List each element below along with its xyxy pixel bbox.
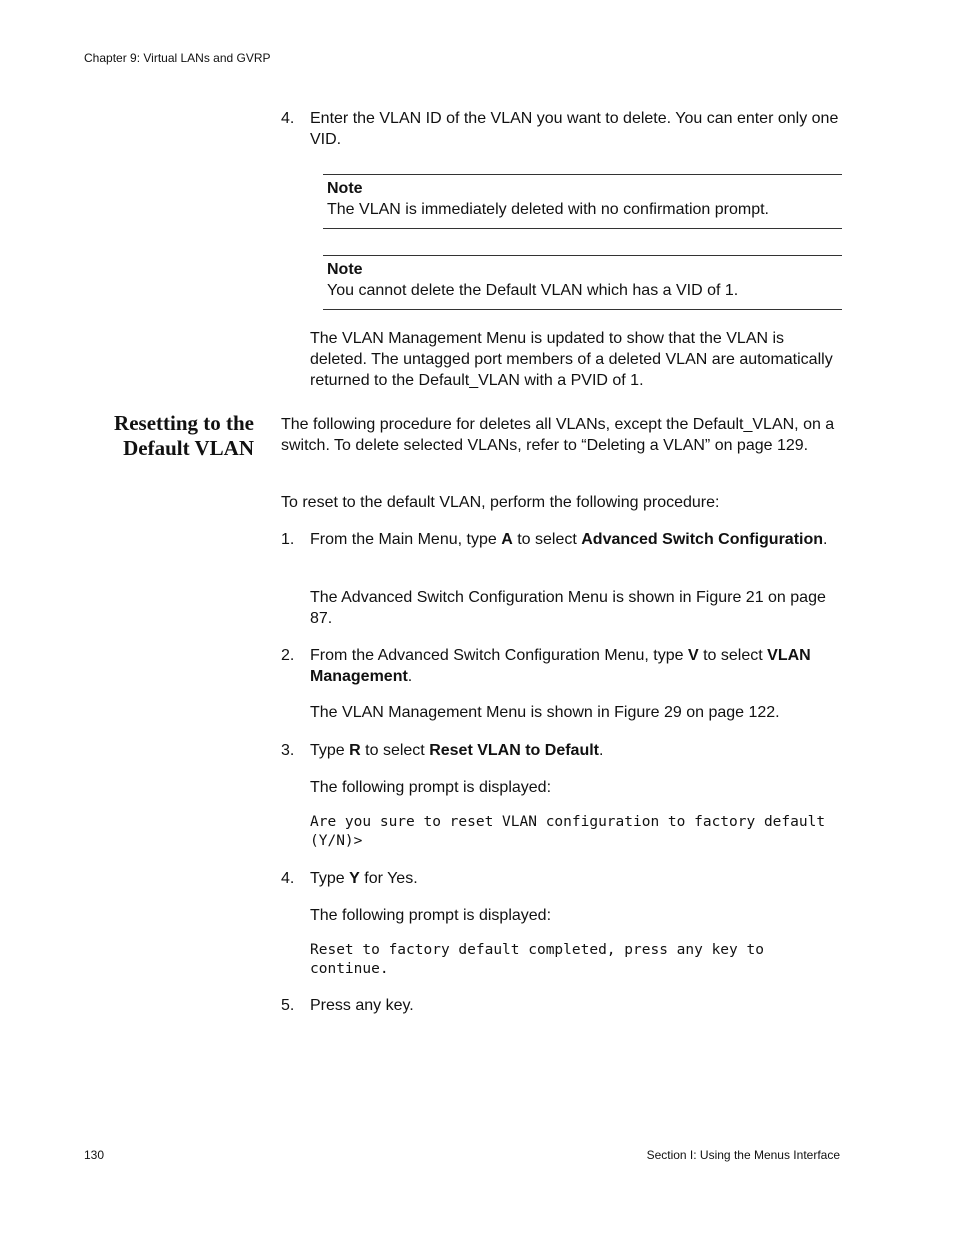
step-target: Reset VLAN to Default xyxy=(429,742,599,759)
note-title: Note xyxy=(327,180,363,197)
step-number: 1. xyxy=(281,531,295,548)
step-text xyxy=(310,645,845,687)
step-text-part: to select xyxy=(360,742,430,759)
running-footer: Section I: Using the Menus Interface xyxy=(646,1148,840,1162)
section-heading-line: Resetting to the xyxy=(114,411,254,435)
step-number: 4. xyxy=(281,870,295,887)
step-text-part: . xyxy=(598,742,604,759)
note-box xyxy=(323,174,842,229)
paragraph: The VLAN Management Menu is updated to show that the VLAN is deleted. The untagged port members of a deleted VLAN are automatically returned to the Default_VLAN with a PVID of 1. xyxy=(310,330,833,389)
step-number: 5. xyxy=(281,997,295,1014)
paragraph: The following procedure for deletes all VLANs, except the Default_VLAN, on a switch. To delete selected VLANs, refer to “Deleting a VLAN” on page 129. xyxy=(281,416,835,454)
step-text-part: to select xyxy=(698,647,768,664)
step-text: Enter the VLAN ID of the VLAN you want to delete. You can enter only one VID. xyxy=(310,110,839,148)
step-key: R xyxy=(349,742,361,759)
step-text-part: From the Main Menu, type xyxy=(310,531,502,548)
step-text xyxy=(310,529,845,550)
step-text xyxy=(310,740,845,761)
step-number: 2. xyxy=(281,647,295,664)
step-number: 4. xyxy=(281,110,295,127)
step-text-part: . xyxy=(407,668,413,685)
section-heading-line: Default VLAN xyxy=(123,436,254,460)
paragraph: To reset to the default VLAN, perform the following procedure: xyxy=(281,494,720,511)
section-heading xyxy=(84,411,254,461)
step-text-part: . xyxy=(823,531,828,548)
page-number: 130 xyxy=(84,1148,105,1162)
step-text: Press any key. xyxy=(310,997,414,1014)
running-header: Chapter 9: Virtual LANs and GVRP xyxy=(84,51,271,65)
note-title: Note xyxy=(327,261,363,278)
step-text-part: to select xyxy=(512,531,582,548)
note-text: The VLAN is immediately deleted with no confirmation prompt. xyxy=(327,201,769,218)
step-key: A xyxy=(501,531,513,548)
step-note: The Advanced Switch Configuration Menu is shown in Figure 21 on page 87. xyxy=(310,589,826,627)
step-text-part: Type xyxy=(310,742,350,759)
code-prompt: Are you sure to reset VLAN configuration to factory default (Y/N)> xyxy=(310,814,826,849)
step-number: 3. xyxy=(281,742,295,759)
code-prompt: Reset to factory default completed, press any key to continue. xyxy=(310,942,764,977)
step-target: Advanced Switch Configuration xyxy=(581,531,824,548)
note-text: You cannot delete the Default VLAN which has a VID of 1. xyxy=(327,282,739,299)
note-box xyxy=(323,255,842,310)
step-key: V xyxy=(687,647,699,664)
step-text-part: for Yes. xyxy=(359,870,418,887)
step-text-part: From the Advanced Switch Configuration Menu, type xyxy=(310,647,688,664)
step-key: Y xyxy=(349,870,360,887)
step-target: VLAN Management xyxy=(310,647,811,685)
step-note: The following prompt is displayed: xyxy=(310,779,552,796)
step-note: The VLAN Management Menu is shown in Figure 29 on page 122. xyxy=(310,704,780,721)
step-text-part: Type xyxy=(310,870,350,887)
step-text xyxy=(310,868,845,889)
step-note: The following prompt is displayed: xyxy=(310,907,552,924)
